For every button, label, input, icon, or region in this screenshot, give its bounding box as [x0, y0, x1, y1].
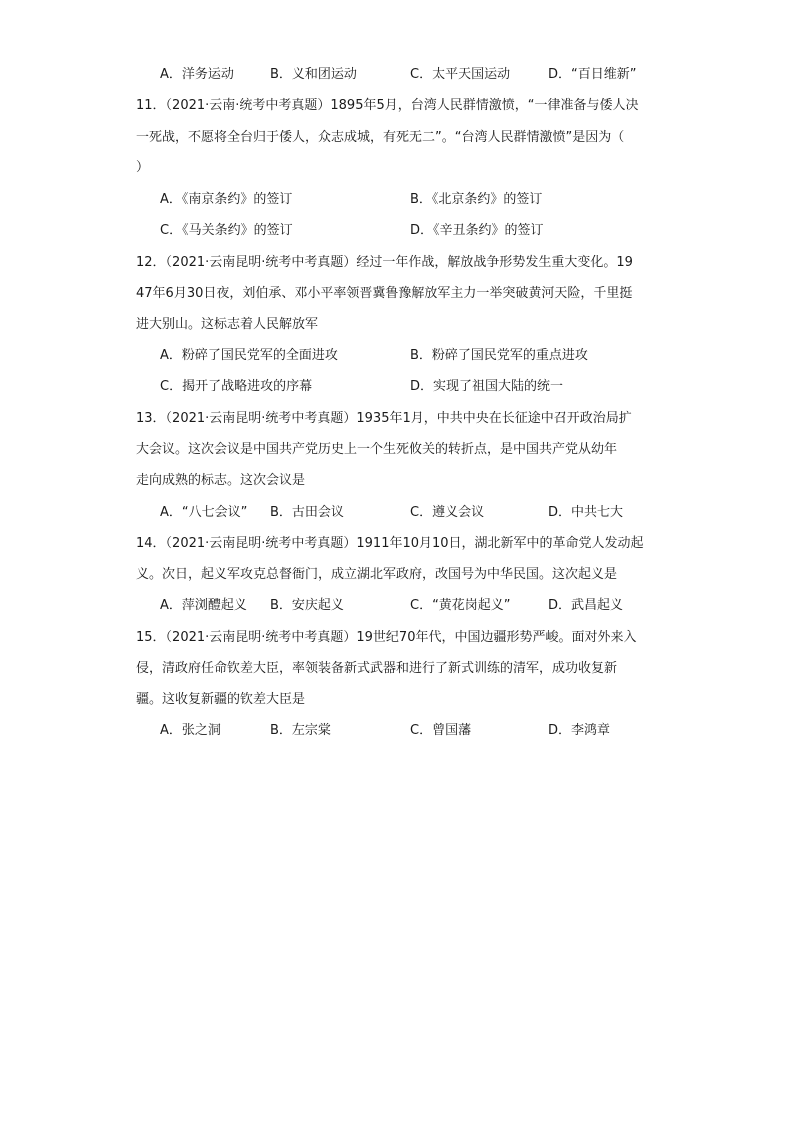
q13-option-d[interactable]: D．中共七大	[548, 505, 624, 520]
q13-stem-line-3: 走向成熟的标志。这次会议是	[136, 473, 306, 488]
q15-stem-line-2: 侵，清政府任命钦差大臣，率领装备新式武器和进行了新式训练的清军，成功收复新	[136, 661, 618, 676]
q15-option-a[interactable]: A．张之洞	[160, 723, 221, 738]
q15-stem-line-3: 疆。这收复新疆的钦差大臣是	[136, 692, 306, 707]
q10-option-b[interactable]: B．义和团运动	[270, 67, 357, 82]
q10-option-d[interactable]: D．“百日维新”	[548, 67, 637, 82]
q12-option-b[interactable]: B．粉碎了国民党军的重点进攻	[410, 348, 588, 363]
q14-option-a[interactable]: A．萍浏醴起义	[160, 598, 247, 613]
q14-stem-line-1: 14．（2021·云南昆明·统考中考真题）1911年10月10日，湖北新军中的革命党人发动起	[136, 536, 644, 551]
q11-option-a[interactable]: A．《南京条约》的签订	[160, 192, 293, 207]
q15-option-b[interactable]: B．左宗棠	[270, 723, 331, 738]
q14-stem-line-2: 义。次日，起义军攻克总督衙门，成立湖北军政府，改国号为中华民国。这次起义是	[136, 567, 618, 582]
q13-option-c[interactable]: C．遵义会议	[410, 505, 485, 520]
q15-stem-line-1: 15．（2021·云南昆明·统考中考真题）19世纪70年代，中国边疆形势严峻。面对外来入	[136, 630, 637, 645]
q13-stem-line-1: 13．（2021·云南昆明·统考中考真题）1935年1月，中共中央在长征途中召开政治局扩	[136, 411, 632, 426]
question-10-options	[160, 66, 680, 84]
q14-option-d[interactable]: D．武昌起义	[548, 598, 624, 613]
q10-option-a[interactable]: A．洋务运动	[160, 67, 234, 82]
question-15-options	[160, 722, 680, 740]
q11-option-d[interactable]: D．《辛丑条约》的签订	[410, 223, 544, 238]
q12-option-c[interactable]: C．揭开了战略进攻的序幕	[160, 379, 313, 394]
q12-option-d[interactable]: D．实现了祖国大陆的统一	[410, 379, 564, 394]
q12-option-a[interactable]: A．粉碎了国民党军的全面进攻	[160, 348, 338, 363]
question-12-options-row-1	[160, 347, 680, 365]
q11-option-c[interactable]: C．《马关条约》的签订	[160, 223, 293, 238]
question-11-options-row-2	[160, 222, 680, 240]
question-12-options-row-2	[160, 378, 680, 396]
question-13-options	[160, 504, 680, 522]
q11-stem-line-1: 11．（2021·云南·统考中考真题）1895年5月，台湾人民群情激愤，“一律准备与倭人决	[136, 98, 639, 113]
question-11-options-row-1	[160, 191, 680, 209]
q14-option-c[interactable]: C．“黄花岗起义”	[410, 598, 511, 613]
q13-option-a[interactable]: A．“八七会议”	[160, 505, 248, 520]
question-14-options	[160, 597, 680, 615]
q12-stem-line-1: 12．（2021·云南昆明·统考中考真题）经过一年作战，解放战争形势发生重大变化。19	[136, 255, 633, 270]
q15-option-d[interactable]: D．李鸿章	[548, 723, 611, 738]
q11-stem-line-3: ）	[136, 160, 150, 175]
q13-option-b[interactable]: B．古田会议	[270, 505, 344, 520]
q15-option-c[interactable]: C．曾国藩	[410, 723, 472, 738]
q12-stem-line-2: 47年6月30日夜，刘伯承、邓小平率领晋冀鲁豫解放军主力一举突破黄河天险，千里挺	[136, 286, 633, 301]
q13-stem-line-2: 大会议。这次会议是中国共产党历史上一个生死攸关的转折点，是中国共产党从幼年	[136, 442, 618, 457]
q11-option-b[interactable]: B．《北京条约》的签订	[410, 192, 543, 207]
q11-stem-line-2: 一死战，不愿将全台归于倭人，众志成城，有死无二”。“台湾人民群情激愤”是因为（	[136, 130, 625, 145]
q10-option-c[interactable]: C．太平天国运动	[410, 67, 511, 82]
q12-stem-line-3: 进大别山。这标志着人民解放军	[136, 317, 319, 332]
q14-option-b[interactable]: B．安庆起义	[270, 598, 344, 613]
